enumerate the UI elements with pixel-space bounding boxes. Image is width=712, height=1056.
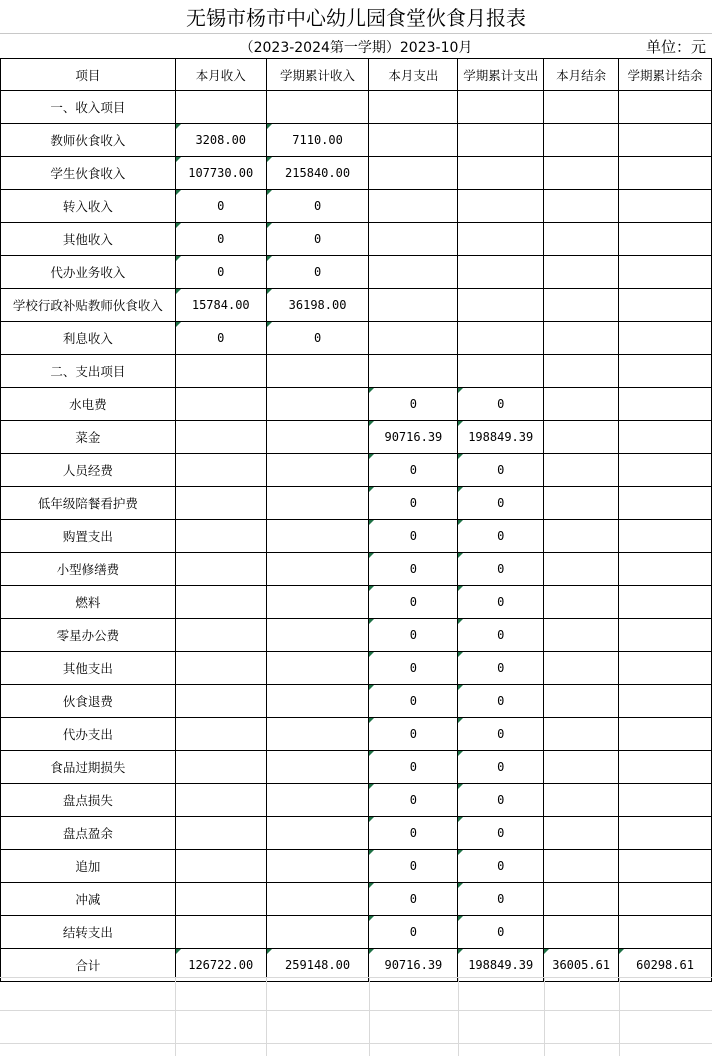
value-cell[interactable] <box>544 124 619 157</box>
value-cell[interactable]: 0 <box>266 256 369 289</box>
value-cell[interactable] <box>458 322 544 355</box>
value-cell[interactable]: 0 <box>458 916 544 949</box>
row-label-cell[interactable]: 菜金 <box>1 421 176 454</box>
value-cell[interactable]: 90716.39 <box>369 949 458 982</box>
value-cell[interactable] <box>369 157 458 190</box>
value-cell[interactable] <box>369 256 458 289</box>
header-cell[interactable]: 本月结余 <box>544 59 619 91</box>
table-row <box>1 91 712 124</box>
value-cell[interactable] <box>369 355 458 388</box>
value-cell[interactable] <box>619 91 712 124</box>
value-cell[interactable]: 0 <box>458 520 544 553</box>
value-cell[interactable] <box>266 520 369 553</box>
value-cell[interactable]: 60298.61 <box>619 949 712 982</box>
value-cell[interactable] <box>175 619 266 652</box>
table-row <box>1 883 712 916</box>
value-cell[interactable]: 0 <box>458 883 544 916</box>
row-label-cell[interactable]: 低年级陪餐看护费 <box>1 487 176 520</box>
value-cell[interactable]: 0 <box>369 850 458 883</box>
value-cell[interactable] <box>544 487 619 520</box>
row-label-cell[interactable]: 学校行政补贴教师伙食收入 <box>1 289 176 322</box>
value-cell[interactable]: 0 <box>458 718 544 751</box>
value-cell[interactable] <box>544 817 619 850</box>
value-cell[interactable] <box>266 388 369 421</box>
value-cell[interactable] <box>619 256 712 289</box>
value-cell[interactable]: 0 <box>175 256 266 289</box>
value-cell[interactable] <box>175 883 266 916</box>
value-cell[interactable]: 259148.00 <box>266 949 369 982</box>
value-cell[interactable]: 0 <box>369 784 458 817</box>
value-cell[interactable] <box>266 487 369 520</box>
row-label-cell[interactable]: 利息收入 <box>1 322 176 355</box>
value-cell[interactable]: 36198.00 <box>266 289 369 322</box>
value-cell[interactable] <box>266 850 369 883</box>
value-cell[interactable] <box>619 289 712 322</box>
value-cell[interactable]: 0 <box>369 553 458 586</box>
table-row <box>1 256 712 289</box>
value-cell[interactable] <box>266 421 369 454</box>
table-row <box>1 586 712 619</box>
value-cell[interactable] <box>544 256 619 289</box>
row-label-cell[interactable]: 代办支出 <box>1 718 176 751</box>
value-cell[interactable]: 36005.61 <box>544 949 619 982</box>
value-cell[interactable]: 7110.00 <box>266 124 369 157</box>
table-row <box>1 388 712 421</box>
value-cell[interactable]: 0 <box>369 652 458 685</box>
value-cell[interactable] <box>175 454 266 487</box>
value-cell[interactable]: 0 <box>175 223 266 256</box>
table-row <box>1 751 712 784</box>
value-cell[interactable] <box>619 850 712 883</box>
value-cell[interactable] <box>175 355 266 388</box>
value-cell[interactable] <box>619 553 712 586</box>
grid-line <box>458 977 459 1056</box>
period-subtitle: （2023-2024第一学期）2023-10月 <box>239 40 473 56</box>
value-cell[interactable] <box>544 784 619 817</box>
value-cell[interactable] <box>266 916 369 949</box>
value-cell[interactable] <box>175 850 266 883</box>
value-cell[interactable] <box>544 355 619 388</box>
value-cell[interactable] <box>369 322 458 355</box>
value-cell[interactable]: 0 <box>458 553 544 586</box>
value-cell[interactable] <box>266 784 369 817</box>
value-cell[interactable]: 0 <box>458 586 544 619</box>
value-cell[interactable] <box>619 421 712 454</box>
value-cell[interactable] <box>266 586 369 619</box>
unit-label: 单位：元 <box>646 38 707 56</box>
grid-line <box>0 1010 712 1011</box>
value-cell[interactable] <box>619 685 712 718</box>
table-row <box>1 718 712 751</box>
row-label-cell[interactable]: 零星办公费 <box>1 619 176 652</box>
value-cell[interactable]: 0 <box>266 223 369 256</box>
value-cell[interactable] <box>544 454 619 487</box>
table-row <box>1 421 712 454</box>
table-row <box>1 685 712 718</box>
value-cell[interactable] <box>266 355 369 388</box>
value-cell[interactable] <box>369 124 458 157</box>
value-cell[interactable] <box>544 916 619 949</box>
grid-line <box>544 977 545 1056</box>
value-cell[interactable] <box>266 652 369 685</box>
row-label-cell[interactable]: 购置支出 <box>1 520 176 553</box>
value-cell[interactable] <box>619 652 712 685</box>
value-cell[interactable] <box>369 91 458 124</box>
row-label-cell[interactable]: 结转支出 <box>1 916 176 949</box>
value-cell[interactable]: 0 <box>369 619 458 652</box>
row-label-cell[interactable]: 人员经费 <box>1 454 176 487</box>
value-cell[interactable]: 0 <box>458 388 544 421</box>
value-cell[interactable]: 215840.00 <box>266 157 369 190</box>
table-row <box>1 289 712 322</box>
value-cell[interactable] <box>266 91 369 124</box>
header-cell[interactable]: 学期累计支出 <box>458 59 544 91</box>
value-cell[interactable] <box>544 223 619 256</box>
value-cell[interactable] <box>544 619 619 652</box>
value-cell[interactable] <box>619 586 712 619</box>
value-cell[interactable] <box>369 289 458 322</box>
grid-line <box>0 977 712 978</box>
value-cell[interactable]: 0 <box>369 817 458 850</box>
value-cell[interactable] <box>175 487 266 520</box>
header-cell[interactable]: 本月支出 <box>369 59 458 91</box>
report-table <box>0 58 712 982</box>
value-cell[interactable] <box>544 190 619 223</box>
value-cell[interactable]: 0 <box>458 817 544 850</box>
value-cell[interactable] <box>544 157 619 190</box>
value-cell[interactable]: 15784.00 <box>175 289 266 322</box>
value-cell[interactable]: 0 <box>458 652 544 685</box>
row-label-cell[interactable]: 合计 <box>1 949 176 982</box>
grid-line <box>619 977 620 1056</box>
value-cell[interactable]: 0 <box>266 322 369 355</box>
report-title: 无锡市杨市中心幼儿园食堂伙食月报表 <box>186 6 526 30</box>
table-row <box>1 157 712 190</box>
table-row <box>1 190 712 223</box>
value-cell[interactable] <box>266 817 369 850</box>
value-cell[interactable] <box>619 883 712 916</box>
value-cell[interactable] <box>266 454 369 487</box>
value-cell[interactable] <box>175 652 266 685</box>
value-cell[interactable] <box>369 190 458 223</box>
table-row <box>1 553 712 586</box>
value-cell[interactable] <box>266 751 369 784</box>
value-cell[interactable]: 0 <box>266 190 369 223</box>
value-cell[interactable]: 0 <box>369 718 458 751</box>
table-row <box>1 487 712 520</box>
value-cell[interactable]: 0 <box>369 520 458 553</box>
table-row <box>1 124 712 157</box>
grid-line <box>266 977 267 1056</box>
table-row <box>1 223 712 256</box>
value-cell[interactable] <box>619 751 712 784</box>
table-row <box>1 850 712 883</box>
value-cell[interactable] <box>619 223 712 256</box>
value-cell[interactable] <box>544 586 619 619</box>
row-label-cell[interactable]: 学生伙食收入 <box>1 157 176 190</box>
table-row <box>1 619 712 652</box>
value-cell[interactable] <box>175 718 266 751</box>
value-cell[interactable] <box>544 850 619 883</box>
row-label-cell[interactable]: 燃料 <box>1 586 176 619</box>
value-cell[interactable] <box>619 718 712 751</box>
grid-line <box>0 1043 712 1044</box>
value-cell[interactable] <box>619 520 712 553</box>
value-cell[interactable]: 198849.39 <box>458 949 544 982</box>
value-cell[interactable] <box>458 190 544 223</box>
row-label-cell[interactable]: 水电费 <box>1 388 176 421</box>
value-cell[interactable] <box>175 916 266 949</box>
value-cell[interactable] <box>544 751 619 784</box>
value-cell[interactable] <box>175 91 266 124</box>
row-label-cell[interactable]: 其他收入 <box>1 223 176 256</box>
value-cell[interactable] <box>175 553 266 586</box>
value-cell[interactable] <box>369 223 458 256</box>
row-label-cell[interactable]: 一、收入项目 <box>1 91 176 124</box>
value-cell[interactable]: 0 <box>369 751 458 784</box>
value-cell[interactable] <box>458 91 544 124</box>
value-cell[interactable]: 0 <box>458 784 544 817</box>
table-row <box>1 652 712 685</box>
value-cell[interactable] <box>544 718 619 751</box>
value-cell[interactable] <box>175 586 266 619</box>
value-cell[interactable] <box>458 157 544 190</box>
row-label-cell[interactable]: 小型修缮费 <box>1 553 176 586</box>
row-label-cell[interactable]: 二、支出项目 <box>1 355 176 388</box>
value-cell[interactable]: 0 <box>369 883 458 916</box>
value-cell[interactable] <box>619 487 712 520</box>
value-cell[interactable]: 0 <box>369 454 458 487</box>
value-cell[interactable] <box>175 751 266 784</box>
value-cell[interactable] <box>458 124 544 157</box>
header-cell[interactable]: 项目 <box>1 59 176 91</box>
value-cell[interactable] <box>619 322 712 355</box>
value-cell[interactable] <box>544 421 619 454</box>
value-cell[interactable]: 0 <box>369 586 458 619</box>
table-row <box>1 520 712 553</box>
value-cell[interactable]: 0 <box>458 850 544 883</box>
value-cell[interactable] <box>266 883 369 916</box>
grid-line <box>369 977 370 1056</box>
table-row <box>1 322 712 355</box>
value-cell[interactable] <box>619 190 712 223</box>
value-cell[interactable] <box>619 454 712 487</box>
value-cell[interactable] <box>175 520 266 553</box>
value-cell[interactable] <box>619 916 712 949</box>
value-cell[interactable]: 198849.39 <box>458 421 544 454</box>
value-cell[interactable] <box>544 553 619 586</box>
value-cell[interactable] <box>619 388 712 421</box>
header-cell[interactable]: 学期累计结余 <box>619 59 712 91</box>
value-cell[interactable]: 0 <box>175 190 266 223</box>
value-cell[interactable] <box>458 355 544 388</box>
value-cell[interactable] <box>544 883 619 916</box>
value-cell[interactable] <box>175 685 266 718</box>
value-cell[interactable]: 0 <box>458 487 544 520</box>
value-cell[interactable] <box>619 619 712 652</box>
row-label-cell[interactable]: 其他支出 <box>1 652 176 685</box>
value-cell[interactable] <box>544 652 619 685</box>
value-cell[interactable] <box>544 685 619 718</box>
value-cell[interactable] <box>619 784 712 817</box>
value-cell[interactable] <box>544 520 619 553</box>
value-cell[interactable]: 0 <box>369 388 458 421</box>
header-cell[interactable]: 本月收入 <box>175 59 266 91</box>
table-row <box>1 916 712 949</box>
value-cell[interactable]: 0 <box>458 751 544 784</box>
row-label-cell[interactable]: 教师伙食收入 <box>1 124 176 157</box>
value-cell[interactable] <box>458 256 544 289</box>
value-cell[interactable]: 90716.39 <box>369 421 458 454</box>
value-cell[interactable] <box>544 91 619 124</box>
value-cell[interactable]: 0 <box>369 487 458 520</box>
table-row <box>1 355 712 388</box>
value-cell[interactable]: 126722.00 <box>175 949 266 982</box>
row-label-cell[interactable]: 盘点盈余 <box>1 817 176 850</box>
header-row <box>1 59 712 91</box>
value-cell[interactable] <box>619 355 712 388</box>
value-cell[interactable]: 0 <box>458 454 544 487</box>
value-cell[interactable] <box>619 817 712 850</box>
value-cell[interactable] <box>175 388 266 421</box>
value-cell[interactable]: 0 <box>175 322 266 355</box>
value-cell[interactable] <box>266 718 369 751</box>
row-label-cell[interactable]: 盘点损失 <box>1 784 176 817</box>
value-cell[interactable] <box>266 553 369 586</box>
table-row <box>1 784 712 817</box>
value-cell[interactable] <box>544 322 619 355</box>
header-cell[interactable]: 学期累计收入 <box>266 59 369 91</box>
value-cell[interactable] <box>619 124 712 157</box>
row-label-cell[interactable]: 追加 <box>1 850 176 883</box>
value-cell[interactable] <box>544 289 619 322</box>
value-cell[interactable]: 0 <box>369 916 458 949</box>
value-cell[interactable] <box>175 784 266 817</box>
value-cell[interactable]: 3208.00 <box>175 124 266 157</box>
value-cell[interactable]: 107730.00 <box>175 157 266 190</box>
row-label-cell[interactable]: 转入收入 <box>1 190 176 223</box>
value-cell[interactable]: 0 <box>458 685 544 718</box>
subtitle-row <box>0 33 712 59</box>
value-cell[interactable] <box>175 817 266 850</box>
table-row <box>1 817 712 850</box>
value-cell[interactable] <box>619 157 712 190</box>
value-cell[interactable] <box>266 619 369 652</box>
row-label-cell[interactable]: 代办业务收入 <box>1 256 176 289</box>
table-row <box>1 454 712 487</box>
value-cell[interactable]: 0 <box>458 619 544 652</box>
value-cell[interactable] <box>458 223 544 256</box>
row-label-cell[interactable]: 冲减 <box>1 883 176 916</box>
value-cell[interactable] <box>458 289 544 322</box>
value-cell[interactable] <box>266 685 369 718</box>
row-label-cell[interactable]: 食品过期损失 <box>1 751 176 784</box>
value-cell[interactable] <box>544 388 619 421</box>
value-cell[interactable] <box>175 421 266 454</box>
row-label-cell[interactable]: 伙食退费 <box>1 685 176 718</box>
value-cell[interactable]: 0 <box>369 685 458 718</box>
grid-line <box>175 977 176 1056</box>
